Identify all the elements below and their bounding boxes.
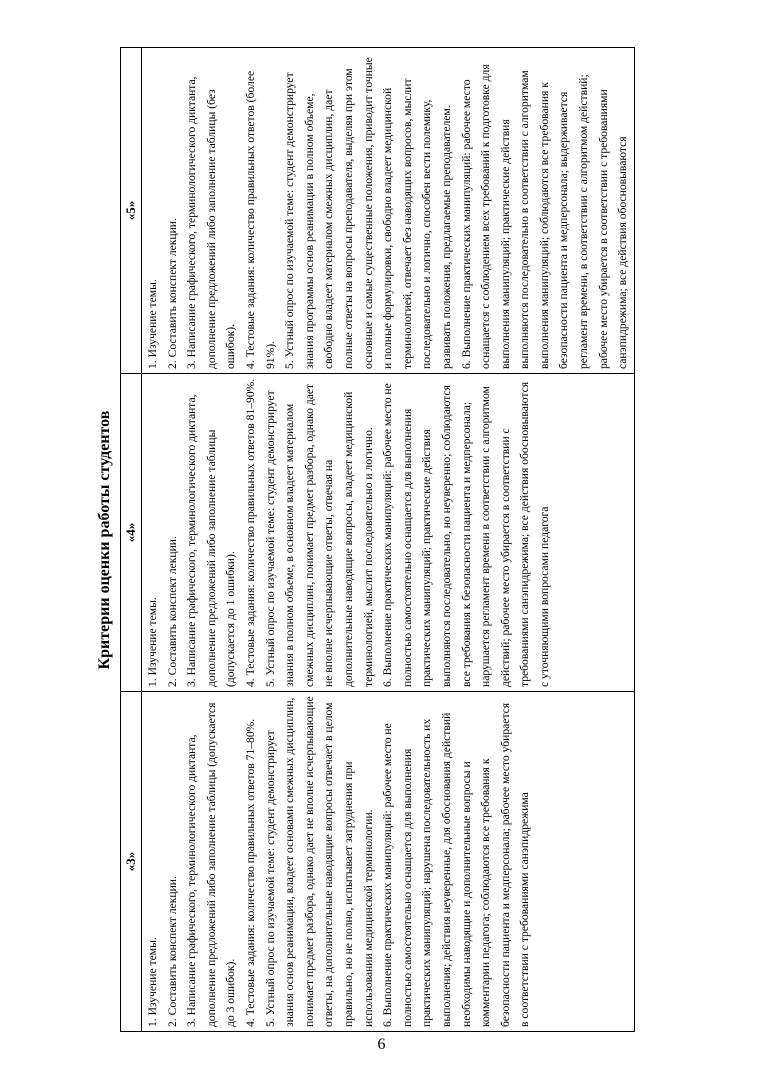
criterion-item: 2. Составить конспект лекции. [165,536,179,687]
criterion-item: 1. Изучение темы. [146,597,159,687]
header-grade-4: «4» [121,374,142,692]
criterion-item: 4. Тестовые задания: количество правильных ответов (более 91%). [243,70,277,369]
criterion-item: 2. Составить конспект лекции. [165,218,179,369]
criterion-item: 3. Написание графического, терминологического диктанта, дополнение предложений либо заполнение таблицы (без ошибок). [185,76,238,369]
grade-5-criteria [142,48,635,374]
grade-4-criteria [142,374,635,692]
table-row [142,48,635,1032]
criterion-item: 4. Тестовые задания: количество правильных ответов 81–90%. [243,378,257,687]
page-title: Критерии оценки работы студентов [96,410,113,670]
criterion-item: 2. Составить конспект лекции. [165,876,179,1027]
criterion-item: 6. Выполнение практических манипуляций: рабочее место не полностью самостоятельно оснащается для выполнения практических манипуляций; практические действия выполняются последовательно, но неуверенно; соблюдаются все требования к безопасности пациента и медперсонала; нарушается регламент времени в соответствии с алгоритмом действий; рабочее место убирается в соответствии с требованиями санэпидрежима; все действия обосновываются с уточняющими вопросами педагога [381,381,551,687]
header-grade-3: «3» [121,692,142,1032]
criterion-item: 4. Тестовые задания: количество правильных ответов 71–80%. [243,718,257,1027]
criterion-item: 6. Выполнение практических манипуляций: рабочее место не полностью самостоятельно оснащается для выполнения практических манипуляций; нарушена последовательность их выполнения; действия неуверенные, для обоснования действий необходимы наводящие и дополнительные вопросы и комментарии педагога; соблюдаются все требования к безопасности пациента и медперсонала; рабочее место убирается в соответствии с требованиями санэпидрежима [381,702,532,1027]
header-grade-5: «5» [121,48,142,374]
criterion-item: 1. Изучение темы. [146,279,159,369]
page-number: 6 [377,1036,386,1053]
table-header-row [121,48,142,1032]
criteria-table [120,47,635,1032]
criterion-item: 5. Устный опрос по изучаемой теме: студент демонстрирует знания основ реанимации, владеет основами смежных дисциплин, понимает предмет разбора, однако дает не вполне исчерпывающие ответы, на дополнительные наводящие вопросы отвечает в целом правильно, но не полно, испытывает затруднения при использовании медицинской терминологии. [263,696,375,1027]
criterion-item: 6. Выполнение практических манипуляций: рабочее место оснащается с соблюдением всех требований к подготовке для выполнения манипуляций; практические действия выполняются последовательно в соответствии с алгоритмам выполнения манипуляций; соблюдаются все требования к безопасности пациента и медперсонала; выдерживается регламент времени, в соответствии с алгоритмом действий; рабочее место убирается в соответствии с требованиями санэпидрежима; все действия обосновываются [459,64,630,369]
criterion-item: 5. Устный опрос по изучаемой теме: студент демонстрирует знания программы основ реанимации в полном объеме, свободно владеет материалом смежных дисциплин, дает полные ответы на вопросы преподавателя, выделяя при этом основные и самые существенные положения, приводит точные и полные формулировки, свободно владеет медицинской терминологией, отвечает без наводящих вопросов, мыслит последовательно и логично, способен вести полемику, развивать положения, предлагаемые преподавателем. [283,57,453,369]
rotated-content [92,48,660,1032]
grade-3-criteria [142,692,635,1032]
criterion-item: 3. Написание графического, терминологического диктанта, дополнение предложений либо заполнение таблицы (допускается до 1 ошибки). [185,394,238,687]
criterion-item: 1. Изучение темы. [146,937,159,1027]
criterion-item: 3. Написание графического, терминологического диктанта, дополнение предложений либо заполнение таблицы (допускается до 3 ошибок). [185,702,238,1027]
criterion-item: 5. Устный опрос по изучаемой теме: студент демонстрирует знания в полном объеме, в основном владеет материалом смежных дисциплин, понимает предмет разбора, однако дает не вполне исчерпывающие ответы, отвечая на дополнительные наводящие вопросы, владеет медицинской терминологией, мыслит последовательно и логично. [263,383,375,687]
